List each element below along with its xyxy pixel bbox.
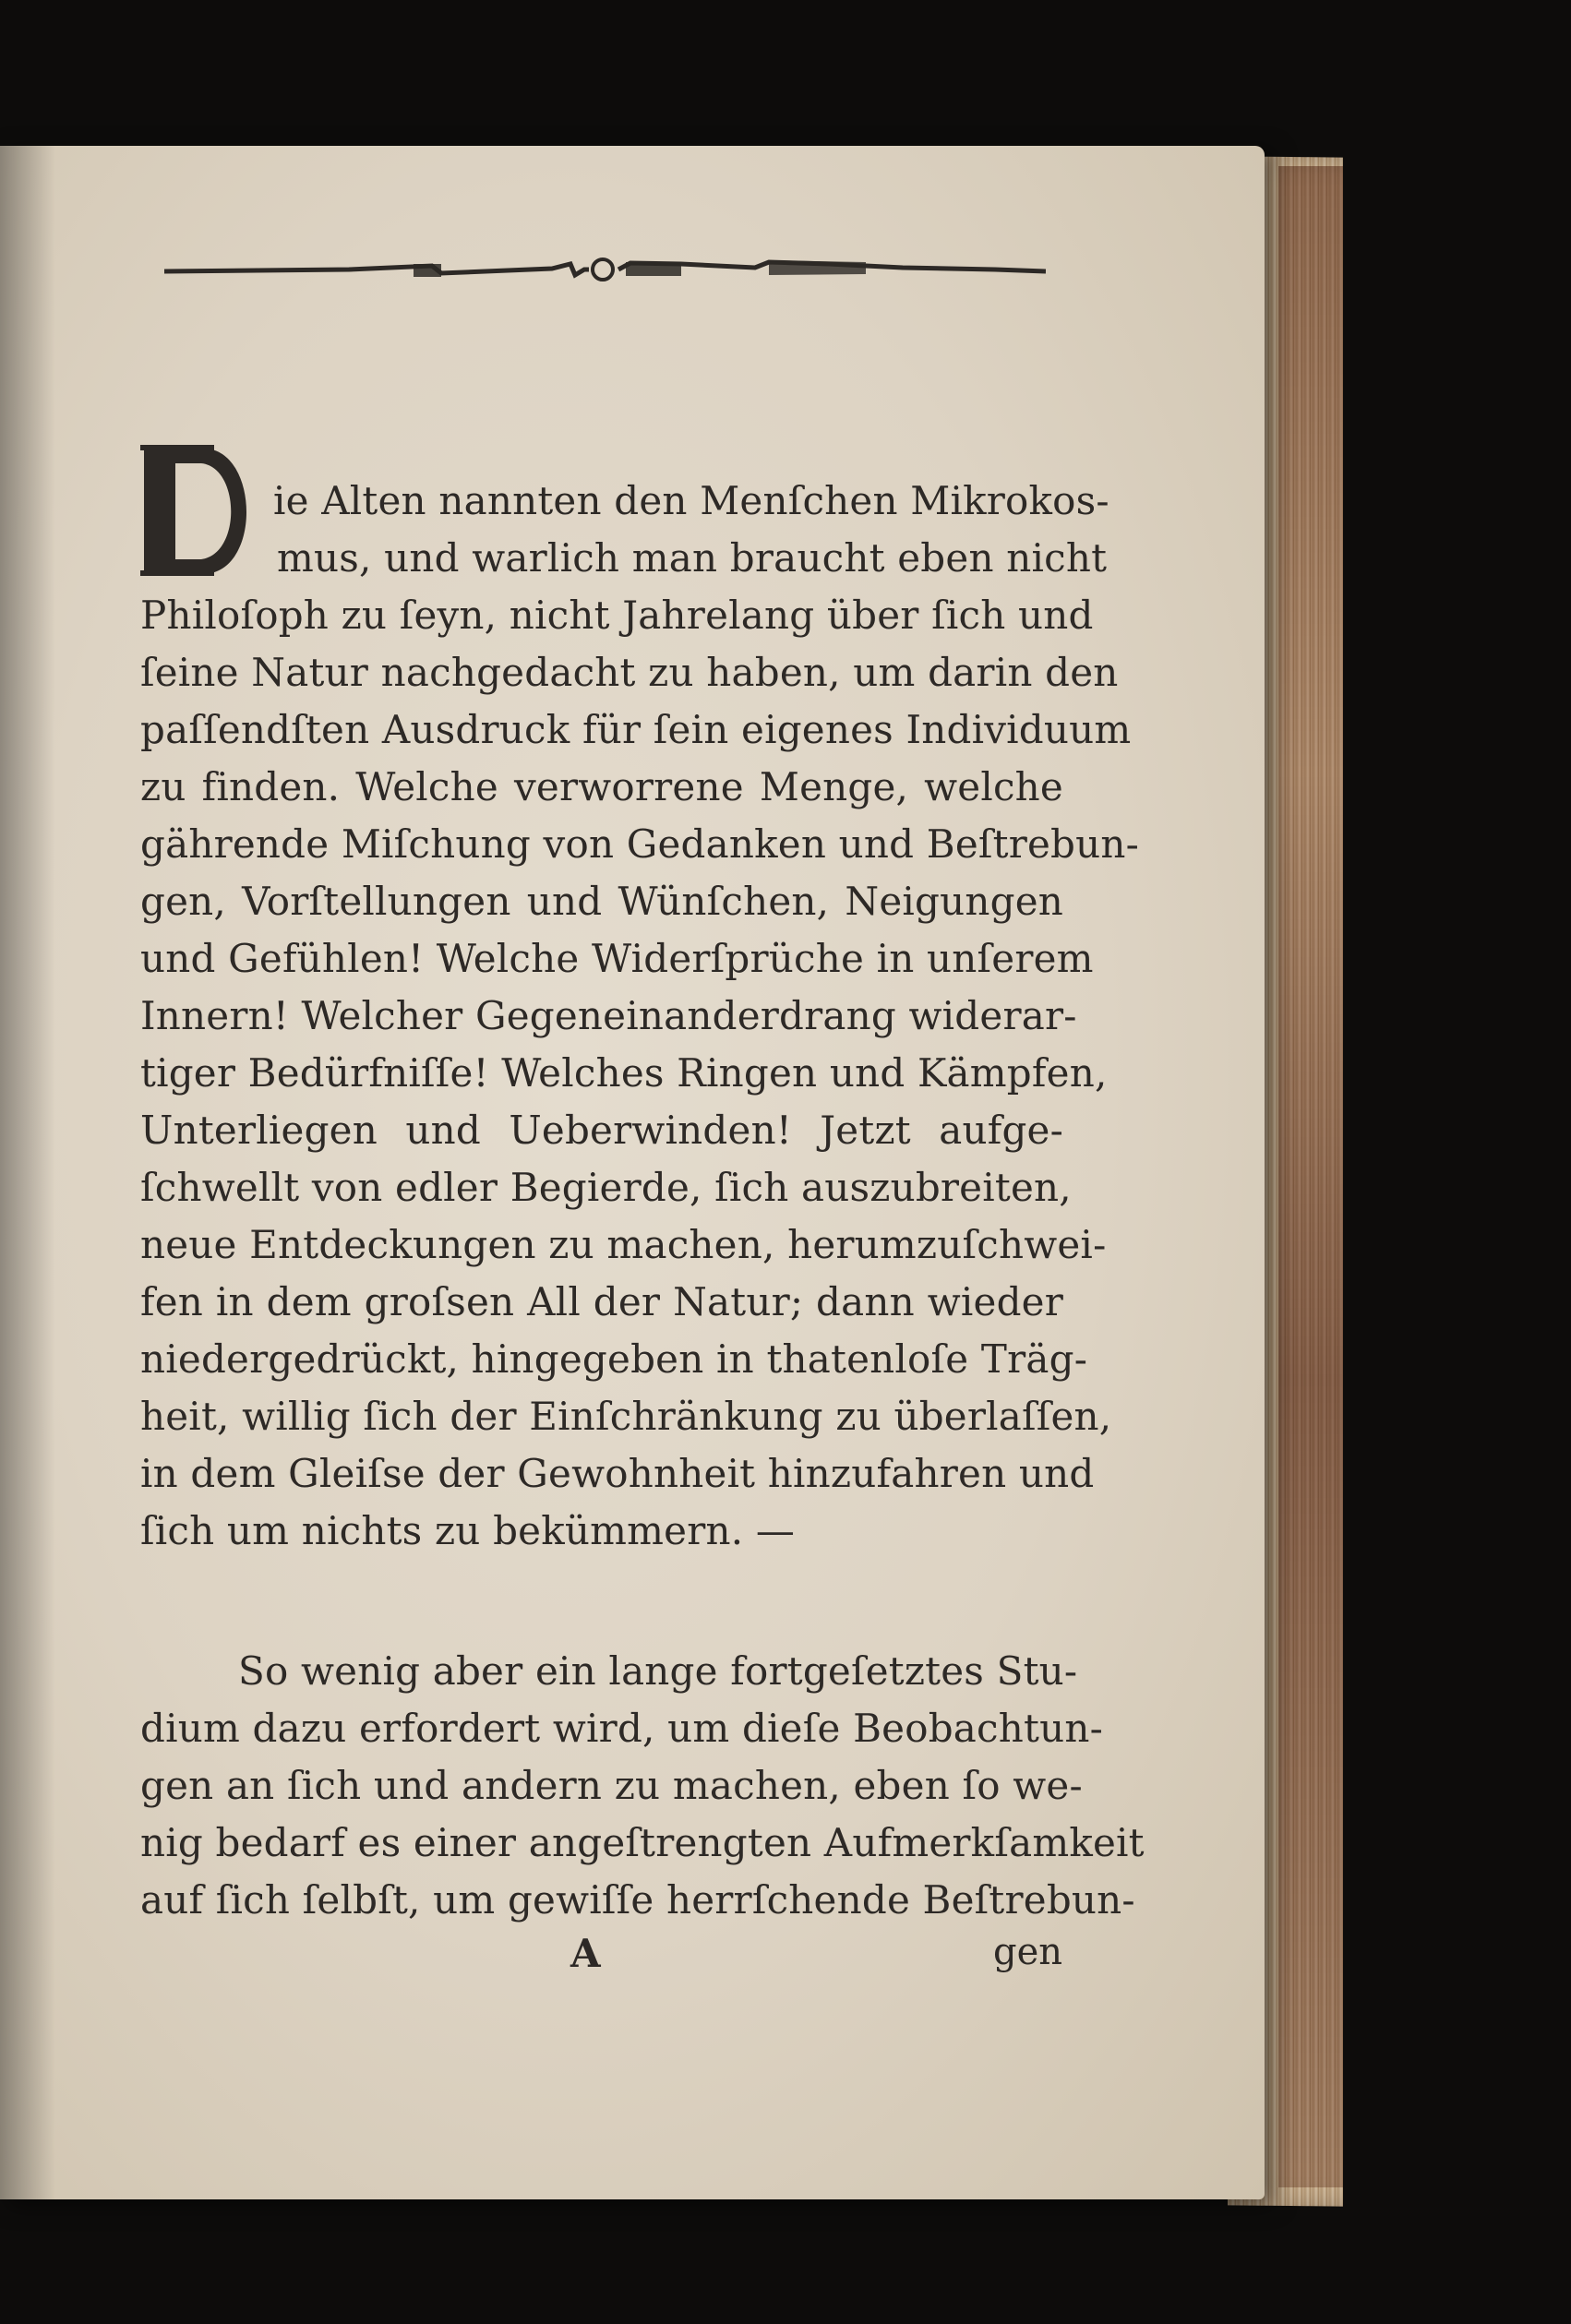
drop-cap-d [140,441,270,580]
text-line: Philoſoph zu ſeyn, nicht Jahrelang über ſich und [140,593,1094,638]
signature-mark: A [570,1931,601,1976]
text-line: auf ſich ſelbſt, um gewiſſe herrſchende Beſtrebun- [140,1877,1135,1923]
header-ornament [164,251,1046,288]
text-line: ſich um nichts zu bekümmern. — [140,1508,796,1553]
text-line: ie Alten nannten den Menſchen Mikrokos- [273,478,1109,523]
text-line: niedergedrückt, hingegeben in thatenloſe Träg- [140,1336,1088,1382]
text-line: So wenig aber ein lange fortgeſetztes Stu- [238,1648,1078,1694]
text-line: dium dazu erfordert wird, um dieſe Beobachtun- [140,1706,1103,1751]
text-line: Unterliegen und Ueberwinden! Jetzt aufge- [140,1108,1063,1153]
text-line: fen in dem groſsen All der Natur; dann wieder [140,1279,1063,1324]
gutter-shadow [0,146,55,2199]
text-line: gen, Vorſtellungen und Wünſchen, Neigungen [140,879,1063,924]
text-line: gen an ſich und andern zu machen, eben ſo we- [140,1763,1083,1808]
text-line: in dem Gleiſse der Gewohnheit hinzufahren und [140,1451,1095,1496]
text-line: paſſendſten Ausdruck für ſein eigenes Individuum [140,707,1132,752]
text-line: gährende Miſchung von Gedanken und Beſtrebun- [140,821,1140,867]
text-line: zu finden. Welche verworrene Menge, welche [140,764,1063,809]
catchword: gen [993,1931,1063,1973]
text-line: tiger Bedürfniſſe! Welches Ringen und Kämpfen, [140,1050,1108,1096]
text-line: und Gefühlen! Welche Widerſprüche in unſerem [140,936,1094,981]
text-line: mus, und warlich man braucht eben nicht [277,535,1108,581]
text-line: ſchwellt von edler Begierde, ſich auszubreiten, [140,1165,1072,1210]
text-line: Innern! Welcher Gegeneinanderdrang widerar- [140,993,1077,1038]
text-line: heit, willig ſich der Einſchränkung zu überlaſſen, [140,1394,1112,1439]
text-line: nig bedarf es einer angeſtrengten Aufmerkſamkeit [140,1820,1145,1865]
text-line: neue Entdeckungen zu machen, herumzuſchwei- [140,1222,1107,1267]
edge-stain [1278,166,1343,2187]
text-line: ſeine Natur nachgedacht zu haben, um darin den [140,650,1119,695]
